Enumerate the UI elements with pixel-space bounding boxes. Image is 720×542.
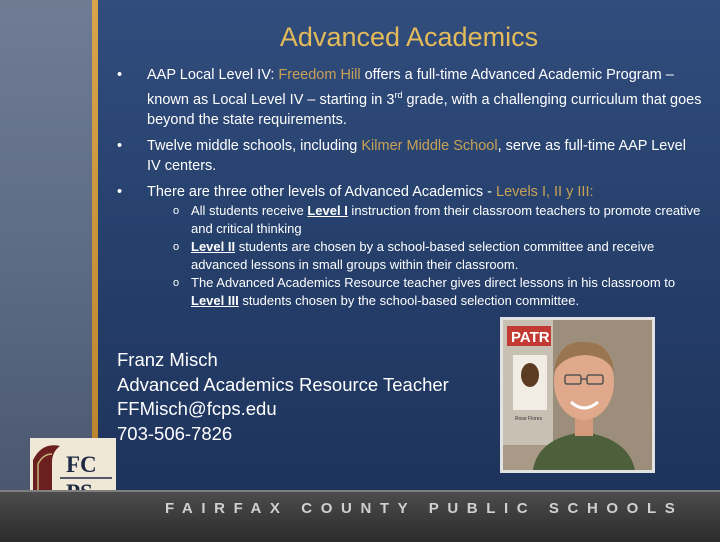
contact-role: Advanced Academics Resource Teacher (117, 373, 449, 395)
contact-email[interactable]: FFMisch@fcps.edu (117, 398, 277, 419)
bullet-dot-icon: • (117, 183, 123, 200)
svg-text:Rose Flores: Rose Flores (515, 416, 542, 422)
bullet-dot-icon: • (117, 137, 123, 154)
contact-block (117, 348, 449, 446)
sub-bullet-1: o All students receive Level I instruction from their classroom teachers to promote creative and critical thinking (173, 202, 701, 236)
svg-text:FC: FC (66, 452, 97, 477)
sub-bullet-2: o Level II students are chosen by a school-based selection committee and receive advanced lessons in small groups within their classroom. (173, 238, 655, 272)
left-strip (0, 0, 96, 490)
bullet-1: • AAP Local Level IV: Freedom Hill offers a full-time Advanced Academic Program – known as Local Level IV – starting in 3rd grade, with a challenging curriculum that goes beyond the state requirements. (117, 67, 702, 128)
circle-bullet-icon: o (173, 204, 180, 217)
contact-phone: 703-506-7826 (117, 422, 233, 444)
highlight-school: Freedom Hill (278, 67, 361, 83)
svg-text:PATR: PATR (511, 329, 550, 346)
highlight-school: Kilmer Middle School (361, 137, 498, 154)
gold-bar (92, 0, 98, 490)
footer-school-name: FAIRFAX COUNTY PUBLIC SCHOOLS (165, 500, 684, 517)
slide-title: Advanced Academics (279, 22, 539, 52)
highlight-levels: Levels I, II y III: (496, 183, 594, 200)
teacher-photo-image (503, 320, 652, 470)
circle-bullet-icon: o (173, 276, 180, 289)
teacher-photo (500, 317, 655, 473)
circle-bullet-icon: o (173, 240, 180, 253)
bullet-2: • Twelve middle schools, including Kilmer Middle School, serve as full-time AAP Level IV centers. (117, 137, 686, 174)
contact-name: Franz Misch (117, 349, 218, 370)
sub-bullet-3: o The Advanced Academics Resource teacher gives direct lessons in his classroom to Level III students chosen by the school-based selection committee. (173, 274, 676, 308)
bullet-3: • There are three other levels of Advanced Academics - Levels I, II y III: (117, 183, 594, 200)
bullet-list (117, 65, 702, 310)
bullet-dot-icon: • (117, 67, 123, 83)
